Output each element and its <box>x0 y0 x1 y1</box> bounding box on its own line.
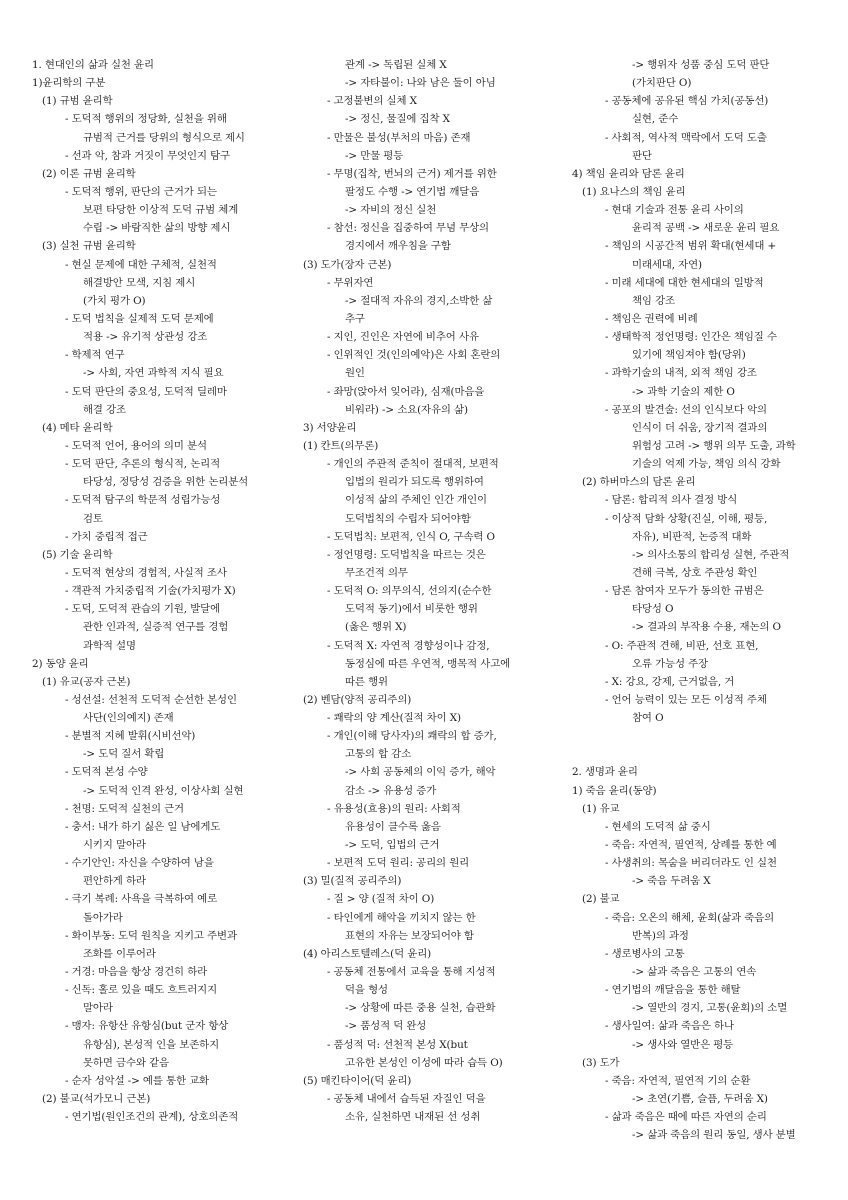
text-line: - 천명: 도덕적 실천의 근거 <box>65 802 184 815</box>
text-line: - 무위자연 <box>327 276 374 289</box>
text-line: 소유, 실천하면 내재된 선 성취 <box>345 1111 481 1124</box>
text-line: 이성적 삶의 주체인 인간 개인이 <box>345 494 487 507</box>
text-line: -> 죽음 두려움 X <box>632 875 711 888</box>
text-line: 해결방안 모색, 지침 제시 <box>83 276 196 289</box>
text-line: - 도덕적 O: 의무의식, 선의지(순수한 <box>327 585 492 598</box>
text-line: - 연기법의 깨달음을 통한 해탈 <box>605 984 741 997</box>
text-line: 말아라 <box>83 1002 113 1015</box>
text-line: 돌아가라 <box>83 911 123 924</box>
text-line: - 사회적, 역사적 맥락에서 도덕 도출 <box>605 131 767 144</box>
text-line: - 성선설: 선천적 도덕적 순선한 본성인 <box>65 693 237 706</box>
text-line: - 순자 성악설 -> 예를 통한 교화 <box>65 1074 209 1087</box>
text-line: - 생로병사의 고통 <box>605 947 685 960</box>
text-line: 견해 극복, 상호 주관성 확인 <box>632 566 758 579</box>
text-line: - 생태학적 정언명령: 인간은 책임질 수 <box>605 331 777 344</box>
text-line: 도덕법칙의 수립자 되어야함 <box>345 512 471 525</box>
text-column-3 <box>572 56 834 1144</box>
text-line: 반복)의 과정 <box>632 929 689 942</box>
text-line: - 과학기술의 내적, 외적 책임 강조 <box>605 367 757 380</box>
text-line: -> 의사소통의 합리성 실현, 주관적 <box>632 548 790 561</box>
text-line: 규범적 근거를 당위의 형식으로 제시 <box>83 131 245 144</box>
text-line: 사단(인의예지) 존재 <box>83 712 174 725</box>
text-line: 기술의 억제 가능, 책임 의식 강화 <box>632 458 781 471</box>
text-line: 3) 서양윤리 <box>303 421 357 434</box>
text-line: 위험성 고려 -> 행위 의무 도출, 과학 <box>632 439 796 452</box>
text-line: 1)윤리학의 구분 <box>32 77 106 90</box>
text-line: 편안하게 하라 <box>83 875 146 888</box>
text-line: - 공포의 발견술: 선의 인식보다 악의 <box>605 403 767 416</box>
text-line: - 정언명령: 도덕법칙을 따르는 것은 <box>327 548 486 561</box>
text-line: -> 과학 기술의 제한 O <box>632 385 735 398</box>
text-line: (옳은 행위 X) <box>345 621 407 634</box>
text-line: - 공동체 전통에서 교육을 통해 지성적 <box>327 966 496 979</box>
text-line: (3) 도가(장자 근본) <box>303 258 392 271</box>
text-line: -> 행위자 성품 중심 도덕 판단 <box>632 59 770 71</box>
text-line: 적용 -> 유기적 상관성 강조 <box>83 331 208 344</box>
text-line: - 무명(집착, 번뇌의 근거) 제거를 위한 <box>327 167 497 180</box>
text-line: - 공동체 내에서 습득된 자질인 덕을 <box>327 1093 486 1106</box>
text-line: - 현세의 도덕적 삶 중시 <box>605 820 711 833</box>
text-line: 무조건적 의무 <box>345 566 408 579</box>
text-line: 보편 타당한 이상적 도덕 규범 체계 <box>83 204 239 217</box>
text-line: -> 도덕 질서 확립 <box>83 748 165 761</box>
text-line: - 학제적 연구 <box>65 349 125 362</box>
text-line: - 죽음: 자연적, 필연적 기의 순환 <box>605 1074 751 1087</box>
text-line: -> 사회, 자연 과학적 지식 필요 <box>83 367 224 380</box>
text-line: - 이상적 담화 상황(진실, 이해, 평등, <box>605 512 768 525</box>
text-line: 비워라) -> 소요(자유의 삶) <box>345 403 468 416</box>
text-line: 경지에서 깨우침을 구함 <box>345 240 451 253</box>
text-line: 1) 죽음 윤리(동양) <box>572 784 657 797</box>
text-line: - 현대 기술과 전통 윤리 사이의 <box>605 204 744 217</box>
text-line: 과학적 설명 <box>83 639 136 652</box>
text-line: - 담론 참여자 모두가 동의한 규범은 <box>605 585 764 598</box>
text-line: - 담론: 합리적 의사 결정 방식 <box>605 494 738 507</box>
text-line: -> 사회 공동체의 이익 증가, 해악 <box>345 766 496 779</box>
text-line: 인식이 더 쉬움, 장기적 결과의 <box>632 421 768 434</box>
text-line: 고통의 합 감소 <box>345 748 412 761</box>
text-line: - X: 강요, 강제, 근거없음, 거 <box>605 675 735 688</box>
text-line: - 질 > 양 (질적 차이 O) <box>327 893 435 906</box>
text-line: (2) 벤담(양적 공리주의) <box>303 693 412 706</box>
text-column-1 <box>32 56 300 1126</box>
text-line: 윤리적 공백 -> 새로운 윤리 필요 <box>632 222 780 235</box>
text-line: - 언어 능력이 있는 모든 이성적 주체 <box>605 693 767 706</box>
text-line: 참여 O <box>632 712 664 725</box>
text-line: - 사생취의: 목숨을 버리더라도 인 실천 <box>605 857 777 870</box>
text-line: - O: 주관적 견해, 비판, 선호 표현, <box>605 639 759 652</box>
text-line: - 충서: 내가 하기 싫은 일 남에게도 <box>65 820 221 833</box>
text-line: 책임 강조 <box>632 294 675 307</box>
text-line: - 미래 세대에 대한 현세대의 일방적 <box>605 276 764 289</box>
text-line: 2) 동양 윤리 <box>32 657 89 670</box>
text-line: 시키지 말아라 <box>83 839 146 852</box>
text-line: - 도덕적 언어, 용어의 의미 분석 <box>65 439 207 452</box>
text-line: 타당성 O <box>632 603 674 616</box>
text-line: 1. 현대인의 삶과 실천 윤리 <box>32 59 154 71</box>
text-line: 실현, 준수 <box>632 113 679 126</box>
text-line: -> 결과의 부작용 수용, 재논의 O <box>632 621 781 634</box>
text-line: 4) 책임 윤리와 담론 윤리 <box>572 167 685 180</box>
text-line: 감소 -> 유용성 증가 <box>345 784 437 797</box>
text-line: - 극기 복례: 사욕을 극복하여 예로 <box>65 893 218 906</box>
text-line: 고유한 본성인 이성에 따라 습득 O) <box>345 1056 503 1069</box>
text-line: (5) 매킨타이어(덕 윤리) <box>303 1074 412 1087</box>
text-line: 관한 인과적, 실증적 연구를 경험 <box>83 621 229 634</box>
text-line: - 도덕적 현상의 경험적, 사실적 조사 <box>65 566 227 579</box>
text-line: -> 도덕적 인격 완성, 이상사회 실현 <box>83 784 244 797</box>
text-line: (2) 불교(석가모니 근본) <box>42 1093 151 1106</box>
text-line: 표현의 자유는 보장되어야 함 <box>345 929 474 942</box>
text-line: (5) 기술 윤리학 <box>42 548 113 561</box>
text-line: 2. 생명과 윤리 <box>572 766 638 779</box>
text-line: 관계 -> 독립된 실체 X <box>345 59 447 71</box>
text-line: - 도덕법칙: 보편적, 인식 O, 구속력 O <box>327 530 495 543</box>
text-line: -> 도덕, 입법의 근거 <box>345 839 440 852</box>
text-line: - 현실 문제에 대한 구체적, 실천적 <box>65 258 217 271</box>
text-line: 판단 <box>632 149 652 162</box>
text-line: - 고정불변의 실체 X <box>327 95 417 108</box>
text-line: -> 상황에 따른 중용 실천, 습관화 <box>345 1002 496 1015</box>
text-line: -> 정신, 물질에 집착 X <box>345 113 450 126</box>
text-column-2 <box>303 56 565 1126</box>
text-line: - 만물은 불성(부처의 마음) 존재 <box>327 131 471 144</box>
text-line: 수립 -> 바람직한 삶의 방향 제시 <box>83 222 231 235</box>
text-line: - 삶과 죽음은 때에 따른 자연의 순리 <box>605 1111 767 1124</box>
text-line: (1) 규범 윤리학 <box>42 95 113 108</box>
text-line: 검토 <box>83 512 103 525</box>
text-line: - 지인, 진인은 자연에 비추어 사유 <box>327 331 479 344</box>
text-line: (2) 하버마스의 담론 윤리 <box>582 476 696 489</box>
text-line: -> 자타불이: 나와 남은 둘이 아님 <box>345 77 496 90</box>
text-line <box>572 727 834 745</box>
text-line: -> 생사와 열반은 평등 <box>632 1038 734 1051</box>
text-line: -> 삶과 죽음은 고통의 연속 <box>632 966 757 979</box>
text-line: 오류 가능성 주장 <box>632 657 708 670</box>
text-line: - 생사일여: 삶과 죽음은 하나 <box>605 1020 734 1033</box>
text-line: - 인위적인 것(인의예악)은 사회 혼란의 <box>327 349 501 362</box>
text-line: (1) 칸트(의무론) <box>303 439 379 452</box>
text-line: - 품성적 덕: 선천적 본성 X(but <box>327 1038 468 1051</box>
text-line: (가치판단 O) <box>632 77 692 90</box>
text-line: - 객관적 가치중립적 기술(가치평가 X) <box>65 585 236 598</box>
text-line: - 좌망(앉아서 잊어라), 심재(마음을 <box>327 385 485 398</box>
text-line: (가치 평가 O) <box>83 294 146 307</box>
text-line: (3) 밀(질적 공리주의) <box>303 875 402 888</box>
text-line: - 도덕, 도덕적 관습의 기원, 발달에 <box>65 603 221 616</box>
text-line: - 보편적 도덕 원리: 공리의 원리 <box>327 857 470 870</box>
text-line: (2) 이론 규범 윤리학 <box>42 167 136 180</box>
text-line: 유항심), 본성적 인을 보존하지 <box>83 1038 220 1051</box>
text-line: - 책임은 권력에 비례 <box>605 312 698 325</box>
text-line: -> 초연(기쁨, 슬픔, 두려움 X) <box>632 1093 768 1106</box>
text-line: -> 절대적 자유의 경지,소박한 삶 <box>345 294 493 307</box>
text-line: - 쾌락의 양 계산(질적 차이 X) <box>327 712 462 725</box>
text-line: - 개인의 주관적 준칙이 절대적, 보편적 <box>327 458 499 471</box>
text-line: 조화를 이루어라 <box>83 947 156 960</box>
text-line: (4) 아리스토텔레스(덕 윤리) <box>303 947 432 960</box>
text-line: (3) 실천 규범 윤리학 <box>42 240 136 253</box>
text-line: 팔정도 수행 -> 연기법 깨달음 <box>345 185 480 198</box>
text-line: - 도덕 법칙을 실제적 도덕 문제에 <box>65 312 214 325</box>
text-line: - 화이부동: 도덕 원칙을 지키고 주변과 <box>65 929 237 942</box>
text-line: -> 열반의 경지, 고통(윤회)의 소멸 <box>632 1002 788 1015</box>
text-line <box>572 745 834 763</box>
text-line: 못하면 금수와 같음 <box>83 1056 169 1069</box>
text-line: - 도덕적 행위의 정당화, 실천을 위해 <box>65 113 227 126</box>
text-line: 해결 강조 <box>83 403 126 416</box>
text-line: 자유), 비판적, 논증적 대화 <box>632 530 752 543</box>
text-line: (3) 도가 <box>582 1056 620 1069</box>
text-line: - 공동체에 공유된 핵심 가치(공동선) <box>605 95 769 108</box>
text-line: - 타인에게 해악을 끼치지 않는 한 <box>327 911 476 924</box>
text-line: - 도덕적 탐구의 학문적 성립가능성 <box>65 494 221 507</box>
text-line: - 가치 중립적 접근 <box>65 530 148 543</box>
text-line: 덕을 형성 <box>345 984 388 997</box>
text-line: - 맹자: 유항산 유항심(but 군자 항상 <box>65 1020 229 1033</box>
text-line: - 개인(이해 당사자)의 쾌락의 합 증가, <box>327 730 497 743</box>
text-line: - 신독: 홀로 있을 때도 흐트러지지 <box>65 984 218 997</box>
text-line: - 도덕적 행위, 판단의 근거가 되는 <box>65 185 217 198</box>
text-line: - 도덕적 X: 자연적 경향성이나 감정, <box>327 639 490 652</box>
text-line: 유용성이 클수록 옳음 <box>345 820 441 833</box>
text-line: (1) 유교(공자 근본) <box>42 675 131 688</box>
text-line: 있기에 책임져야 함(당위) <box>632 349 746 362</box>
text-line: - 거경: 마음을 항상 경건히 하라 <box>65 966 208 979</box>
text-line: - 죽음: 자연적, 필연적, 상례를 통한 예 <box>605 839 777 852</box>
text-line: - 도덕적 본성 수양 <box>65 766 148 779</box>
text-line: (4) 메타 윤리학 <box>42 421 113 434</box>
text-line: - 수기안인: 자신을 수양하여 남을 <box>65 857 214 870</box>
text-line: (1) 유교 <box>582 802 620 815</box>
text-line: 추구 <box>345 312 365 325</box>
text-line: - 유용성(효용)의 원리: 사회적 <box>327 802 461 815</box>
text-line: - 참선: 정신을 집중하여 무념 무상의 <box>327 222 489 235</box>
text-line: - 연기법(원인조건의 관계), 상호의존적 <box>65 1111 239 1124</box>
text-line: -> 자비의 정신 실천 <box>345 204 437 217</box>
text-line: - 책임의 시공간적 범위 확대(현세대 + <box>605 240 777 253</box>
text-line: 입법의 원리가 되도록 행위하여 <box>345 476 484 489</box>
text-line: 동정심에 따른 우연적, 맹목적 사고에 <box>345 657 511 670</box>
text-line: - 죽음: 오온의 해체, 윤회(삶과 죽음의 <box>605 911 775 924</box>
text-line: 타당성, 정당성 검증을 위한 논리분석 <box>83 476 249 489</box>
text-line: - 도덕 판단의 중요성, 도덕적 딜레마 <box>65 385 227 398</box>
text-line: (2) 불교 <box>582 893 620 906</box>
text-line: 원인 <box>345 367 365 380</box>
text-line: 미래세대, 자연) <box>632 258 702 271</box>
text-line: - 선과 악, 참과 거짓이 무엇인지 탐구 <box>65 149 230 162</box>
text-line: - 분별적 지혜 발휘(시비선악) <box>65 730 196 743</box>
text-line: -> 만물 평등 <box>345 149 404 162</box>
text-line: (1) 요나스의 책임 윤리 <box>582 185 686 198</box>
text-line: -> 삶과 죽음의 원리 동일, 생사 분별 <box>632 1129 796 1142</box>
text-line: 따른 행위 <box>345 675 388 688</box>
text-line: - 도덕 판단, 추론의 형식적, 논리적 <box>65 458 221 471</box>
text-line: -> 품성적 덕 완성 <box>345 1020 427 1033</box>
text-line: 도덕적 동기)에서 비롯한 행위 <box>345 603 478 616</box>
